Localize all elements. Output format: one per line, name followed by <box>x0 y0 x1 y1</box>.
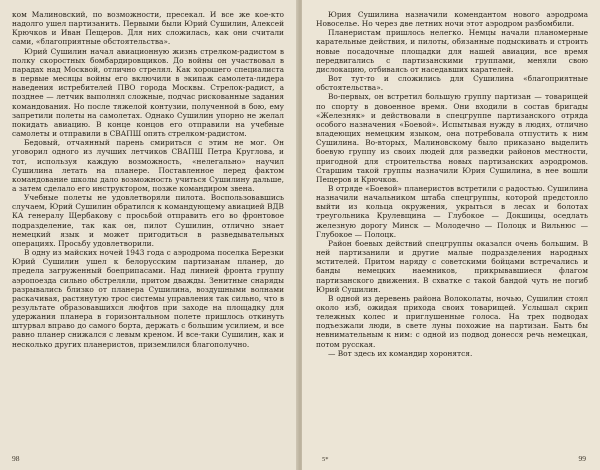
paragraph: Во-первых, он встретил большую группу партизан — товарищей по спорту в довоенное время. Они входили в состав бригады «Железняк» и действовали в спецгруппе партизанского отряда особого назначения «Боевой». Испытывая нужду в людях, отлично владеющих немецким языком, она потребовала отпустить к ним Сушилина. Во-вторых, Малиновскому было приказано выделить боевую группу из своих людей для разведки районов местности, пригодной для строительства новых партизанских аэродромов. Старшим такой группы назначили Юрия Сушилина, в нее вошли Пещеров и Крючков. <box>316 92 588 184</box>
paragraph: Юрия Сушилина назначили комендантом нового аэродрома Новоселье. Но через две летних ночи этот аэродром разбомбили. <box>316 10 588 29</box>
page-number: 99 <box>578 454 586 463</box>
paragraph: В одну из майских ночей 1943 года с аэродрома поселка Березки Юрий Сушилин ушел к белорусским партизанам планер, до предела загруженный боеприпасами. Над линией фронта группу аэропоезда сильно обстреляли, притом дважды. Зенитные снаряды разрывались близко от планера Сушилина, воздушными волнами раскачивая, растянутую трос системы управления так сильно, что в результате образовавшихся люфтов при заходе на площадку для удержания планера в горизонтальном полете пришлось откинуть штурвал вправо до самого борта, держать с большим усилием, и все равно планер снижался с левым креном. И все-таки Сушилин, как и несколько других планеристов, приземлился благополучно. <box>12 248 284 349</box>
right-page-text <box>316 10 588 358</box>
paragraph: Район боевых действий спецгруппы оказался очень большим. В ней партизанили и другие малые подразделения народных мстителей. Притом наряду с советскими бойцами встречались и банды немецких наемников, прикрывавшиеся флагом партизанского движения. В схватке с такой бандой чуть не погиб Юрий Сушилин. <box>316 238 588 294</box>
right-page <box>302 0 600 470</box>
signature-mark: 5* <box>322 456 329 463</box>
paragraph: Бедовый, отчаянный парень смириться с этим не мог. Он уговорил одного из лучших летчиков СВАПШ Петра Круглова, и тот, используя каждую возможность, «нелегально» научил Сушилина летать на планере. Поставленное перед фактом командование школы дало возможность учиться Сушилину дальше, а затем сделало его инструктором, позже командиром звена. <box>12 138 284 193</box>
paragraph: ком Малиновский, по возможности, пресекал. И все же кое-кто надолго ушел партизанить. Первыми были Юрий Сушилин, Алексей Крючков и Иван Пещеров. Для них сложилась, как они считали сами, «благоприятные обстоятельства». <box>12 10 284 47</box>
page-number: 98 <box>12 454 20 463</box>
paragraph: — Вот здесь их командир хоронятся. <box>328 348 473 358</box>
paragraph: Учебные полеты не удовлетворяли пилота. Воспользовавшись случаем, Юрий Сушилин обратился к командующему авиацией ВДВ КА генералу Щербакову с просьбой отправить его во фронтовое подразделение, так как он, пилот Сушилин, отлично знает немецкий язык и может пригодиться в разведывательных операциях. Просьбу удовлетворили. <box>12 193 284 248</box>
paragraph: В отряде «Боевой» планеристов встретили с радостью. Сушилина назначили начальником штаба спецгруппы, которой предстояло выйти из кольца окружения, укрыться в лесах и болотах треугольника Крулевщина — Глубокое — Докшицы, оседлать железную дорогу Минск — Молодечно — Полоцк и Вильнюс — Глубокое — Полоцк. <box>316 183 588 239</box>
paragraph: В одной из деревень района Волоколаты, ночью, Сушилин стоял около изб, ожидая прихода своих товарищей. Услышал скрип тележных колес и приглушенные голоса. На трех подводах подъезжали люди, в свете луны похожие на партизан. Быть бы невнимательным к ним: с одной из подвод донесся речь немецкая, потом русская. <box>316 293 588 349</box>
paragraph: Юрий Сушилин начал авиационную жизнь стрелком-радистом в полку скоростных бомбардировщиков. До войны он участвовал в парадах над Москвой, отлично стрелял. Как хорошего специалиста в первые месяцы войны его включили в экипаж самолета-лидера наведения истребителей ПВО города Москвы. Стрелок-радист, а позднее — летчик выполнял сложные, подчас рискованные задания командования. Но после тяжелой контузии, полученной в бою, ему запретили полеты на самолетах. Однако Сушилин упорно не желал покидать авиацию. В конце концов его отправили на учебные самолеты и отправили в СВАПШ опять стрелком-радистом. <box>12 46 284 139</box>
left-page <box>0 0 298 470</box>
paragraph: Планеристам пришлось нелегко. Немцы начали планомерные карательные действия, и пилоты, обязанные подыскивать и строить новые посадочные площадки для нашей авиации, все время передвигались с партизанскими группами, меняли свою дислокацию, отбиваясь от наседавших карателей. <box>316 28 588 74</box>
left-page-text <box>12 10 284 349</box>
paragraph: Вот тут-то и сложились для Сушилина «благоприятные обстоятельства». <box>316 74 588 93</box>
